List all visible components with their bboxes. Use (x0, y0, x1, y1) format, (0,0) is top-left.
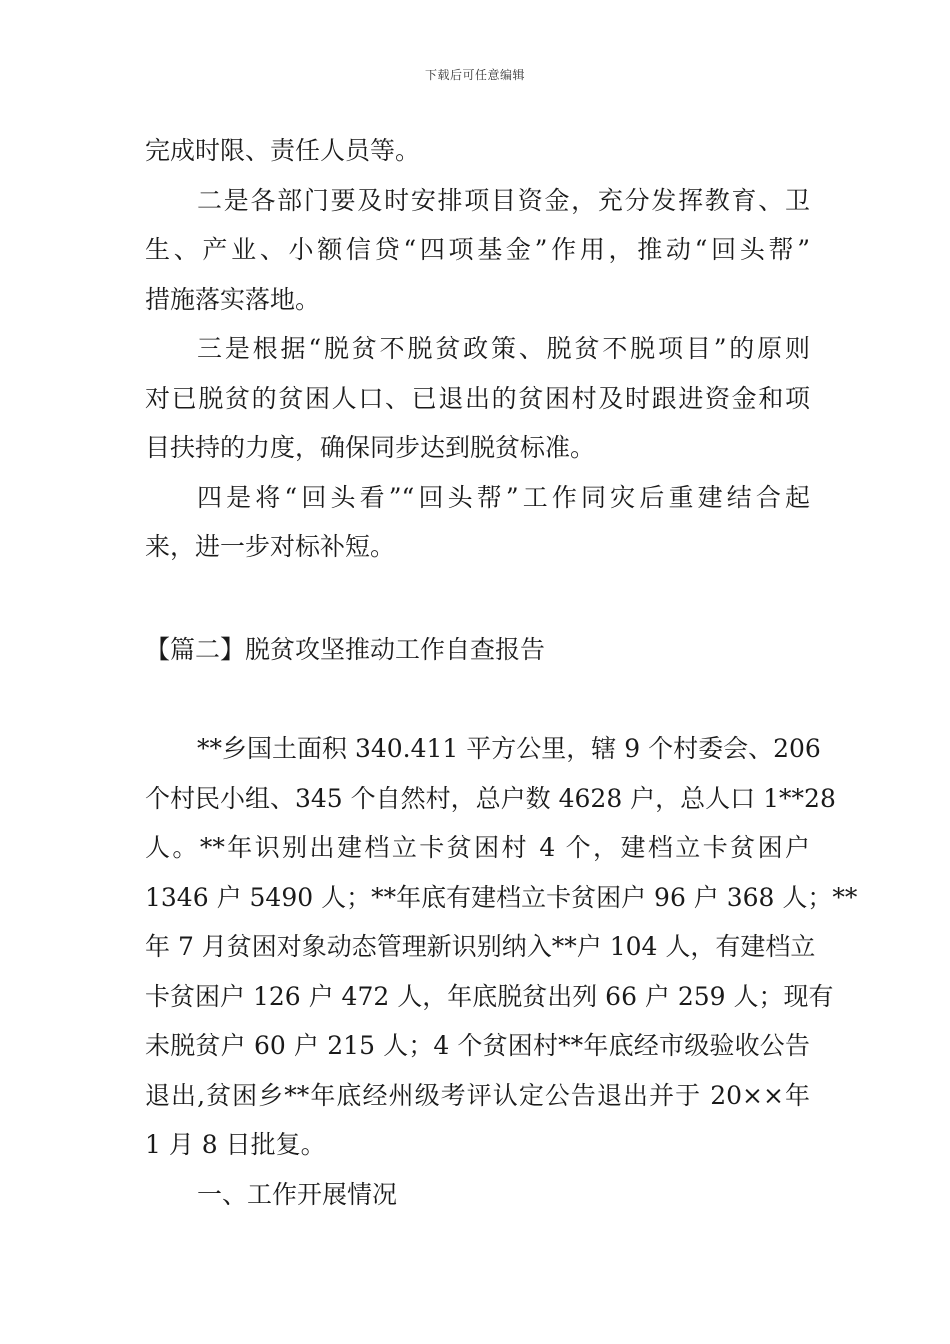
paragraph-line: 措施落实落地。 (145, 284, 321, 314)
paragraph-line: 年 7 月贫困对象动态管理新识别纳入**户 104 人，有建档立 (145, 932, 816, 961)
paragraph-line: 生、产业、小额信贷“四项基金”作用，推动“回头帮” (145, 235, 810, 264)
paragraph-line: 四是将“回头看”“回头帮”工作同灾后重建结合起 (197, 482, 810, 512)
paragraph-line: 完成时限、责任人员等。 (145, 136, 421, 165)
paragraph-line: **乡国土面积 340.411 平方公里，辖 9 个村委会、206 (197, 734, 821, 763)
page-header: 下载后可任意编辑 (424, 68, 525, 82)
paragraph-line: 目扶持的力度，确保同步达到脱贫标准。 (145, 433, 596, 462)
paragraph-line: 卡贫困户 126 户 472 人，年底脱贫出列 66 户 259 人；现有 (145, 981, 834, 1011)
paragraph-line: 1346 户 5490 人；**年底有建档立卡贫困户 96 户 368 人；** (145, 882, 858, 912)
document-body (145, 126, 858, 1219)
paragraph-line: 未脱贫户 60 户 215 人；4 个贫困村**年底经市级验收公告 (145, 1031, 810, 1060)
section-title: 【篇二】脱贫攻坚推动工作自查报告 (145, 634, 546, 664)
paragraph-line: 三是根据“脱贫不脱贫政策、脱贫不脱项目”的原则 (197, 334, 810, 363)
subsection-heading: 一、工作开展情况 (197, 1179, 398, 1209)
paragraph-line: 人。**年识别出建档立卡贫困村 4 个，建档立卡贫困户 (145, 833, 810, 862)
paragraph-line: 个村民小组、345 个自然村，总户数 4628 户，总人口 1**28 (145, 783, 836, 813)
paragraph-line: 1 月 8 日批复。 (145, 1130, 326, 1159)
paragraph-line: 退出,贫困乡**年底经州级考评认定公告退出并于 20××年 (145, 1080, 810, 1110)
paragraph-line: 来，进一步对标补短。 (145, 532, 396, 561)
paragraph-line: 对已脱贫的贫困人口、已退出的贫困村及时跟进资金和项 (145, 383, 810, 413)
paragraph-line: 二是各部门要及时安排项目资金，充分发挥教育、卫 (197, 185, 810, 215)
